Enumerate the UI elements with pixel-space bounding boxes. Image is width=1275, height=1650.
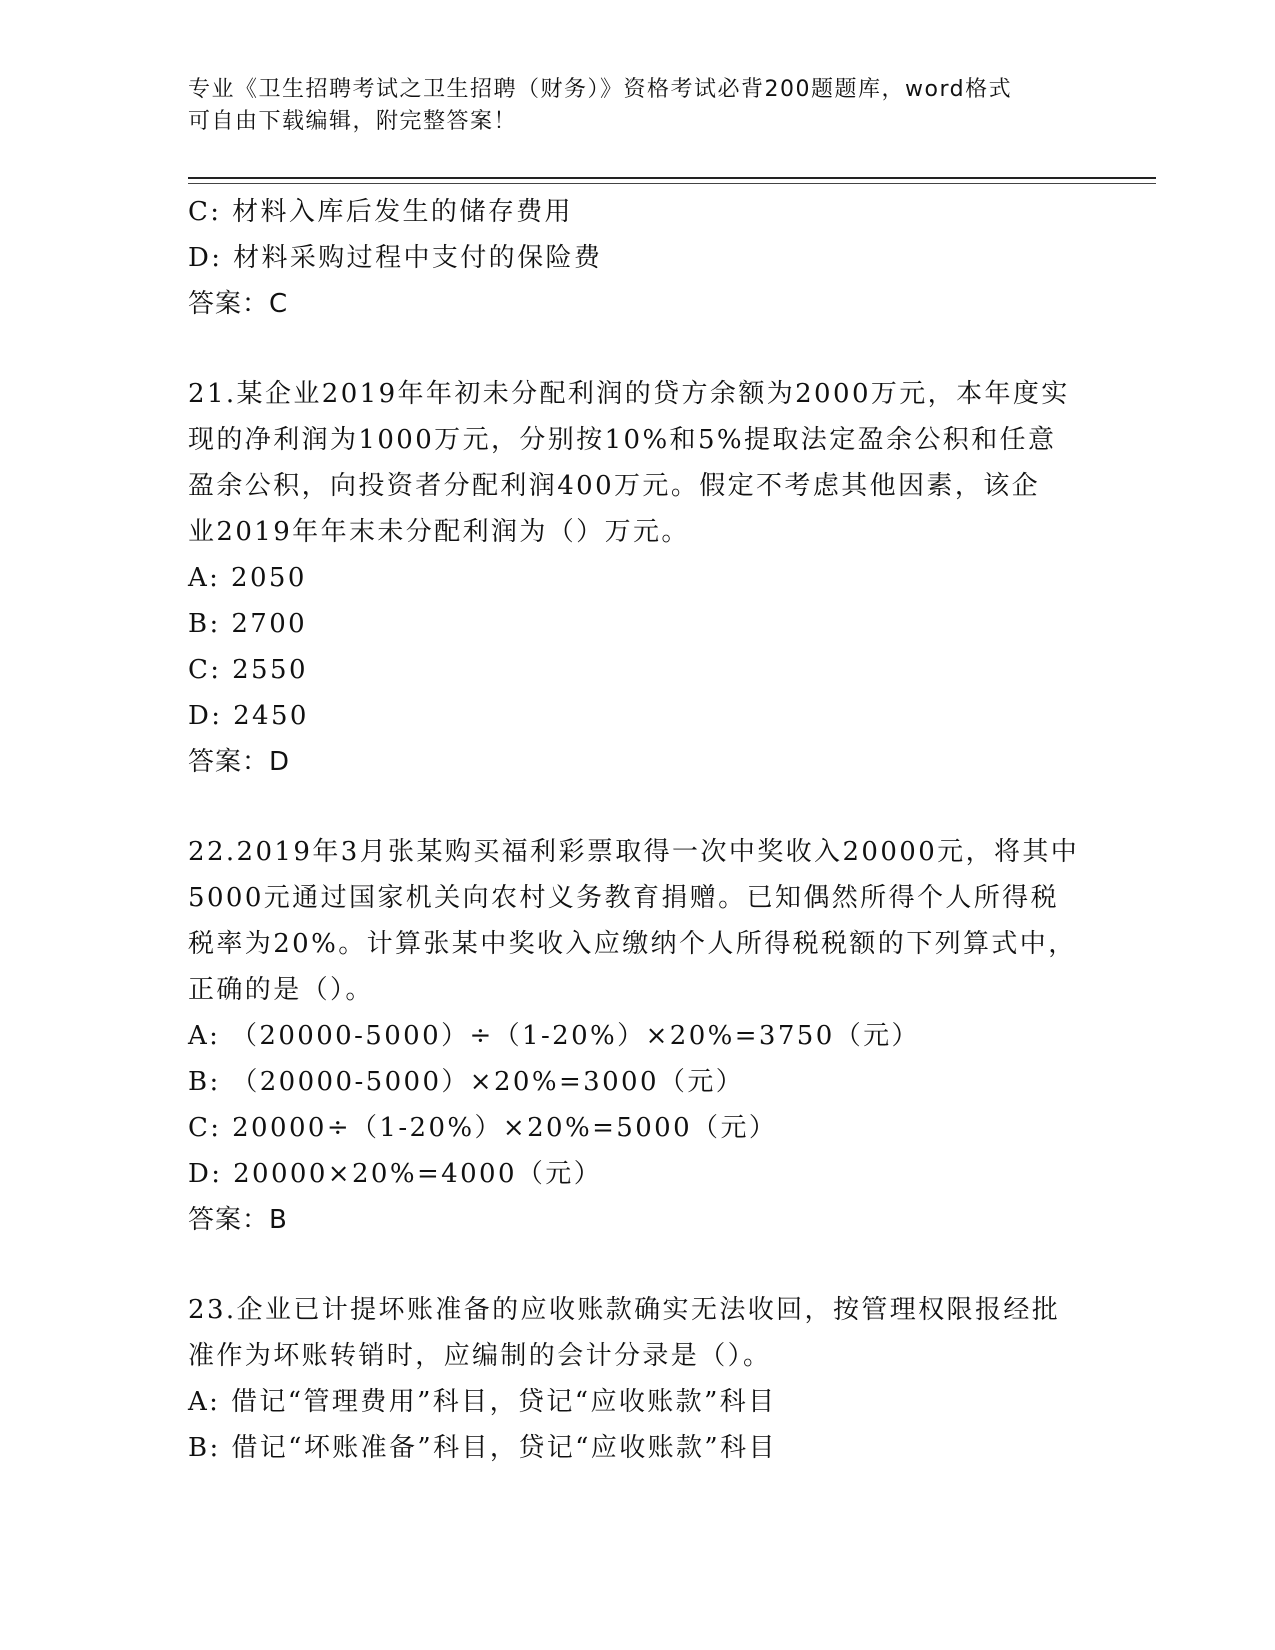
option-b: B: 借记“坏账准备”科目，贷记“应收账款”科目 bbox=[188, 1433, 777, 1463]
question-21 bbox=[188, 371, 1088, 785]
answer-line: 答案：B bbox=[188, 1205, 288, 1235]
question-23 bbox=[188, 1287, 1088, 1471]
question-text-line: 正确的是（）。 bbox=[188, 975, 374, 1005]
option-d: D: 2450 bbox=[188, 701, 309, 731]
option-c: C: 2550 bbox=[188, 655, 308, 685]
question-text-line: 税率为20%。计算张某中奖收入应缴纳个人所得税税额的下列算式中， bbox=[188, 929, 1077, 959]
document-header bbox=[188, 74, 1088, 138]
option-c: C: 20000÷（1-20%）×20%=5000（元） bbox=[188, 1113, 778, 1143]
answer-line: 答案：C bbox=[188, 289, 289, 319]
question-text-line: 准作为坏账转销时，应编制的会计分录是（）。 bbox=[188, 1341, 772, 1371]
header-title-line-2: 可自由下载编辑，附完整答案！ bbox=[188, 109, 518, 134]
header-divider-thick bbox=[188, 177, 1156, 179]
spacer bbox=[188, 327, 1088, 371]
question-text-line: 5000元通过国家机关向农村义务教育捐赠。已知偶然所得个人所得税 bbox=[188, 883, 1059, 913]
question-text-line: 21.某企业2019年年初未分配利润的贷方余额为2000万元，本年度实 bbox=[188, 379, 1070, 409]
option-c: C: 材料入库后发生的储存费用 bbox=[188, 197, 573, 227]
option-b: B: 2700 bbox=[188, 609, 308, 639]
question-text-line: 盈余公积，向投资者分配利润400万元。假定不考虑其他因素，该企 bbox=[188, 471, 1041, 501]
option-b: B: （20000-5000）×20%=3000（元） bbox=[188, 1067, 745, 1097]
question-text-line: 23.企业已计提坏账准备的应收账款确实无法收回，按管理权限报经批 bbox=[188, 1295, 1061, 1325]
header-title-line-1: 专业《卫生招聘考试之卫生招聘（财务）》资格考试必背200题题库，word格式 bbox=[188, 77, 1013, 102]
previous-question-tail bbox=[188, 189, 1088, 327]
option-d: D: 20000×20%=4000（元） bbox=[188, 1159, 603, 1189]
answer-line: 答案：D bbox=[188, 747, 291, 777]
spacer bbox=[188, 1243, 1088, 1287]
option-a: A: 借记“管理费用”科目，贷记“应收账款”科目 bbox=[188, 1387, 777, 1417]
option-d: D: 材料采购过程中支付的保险费 bbox=[188, 243, 603, 273]
question-text-line: 现的净利润为1000万元，分别按10%和5%提取法定盈余公积和任意 bbox=[188, 425, 1057, 455]
option-a: A: （20000-5000）÷（1-20%）×20%=3750（元） bbox=[188, 1021, 920, 1051]
question-text-line: 业2019年年末未分配利润为（）万元。 bbox=[188, 517, 690, 547]
header-divider-thin bbox=[188, 183, 1156, 184]
question-22 bbox=[188, 829, 1088, 1243]
question-content bbox=[188, 189, 1088, 1471]
option-a: A: 2050 bbox=[188, 563, 307, 593]
spacer bbox=[188, 785, 1088, 829]
question-text-line: 22.2019年3月张某购买福利彩票取得一次中奖收入20000元，将其中 bbox=[188, 837, 1080, 867]
